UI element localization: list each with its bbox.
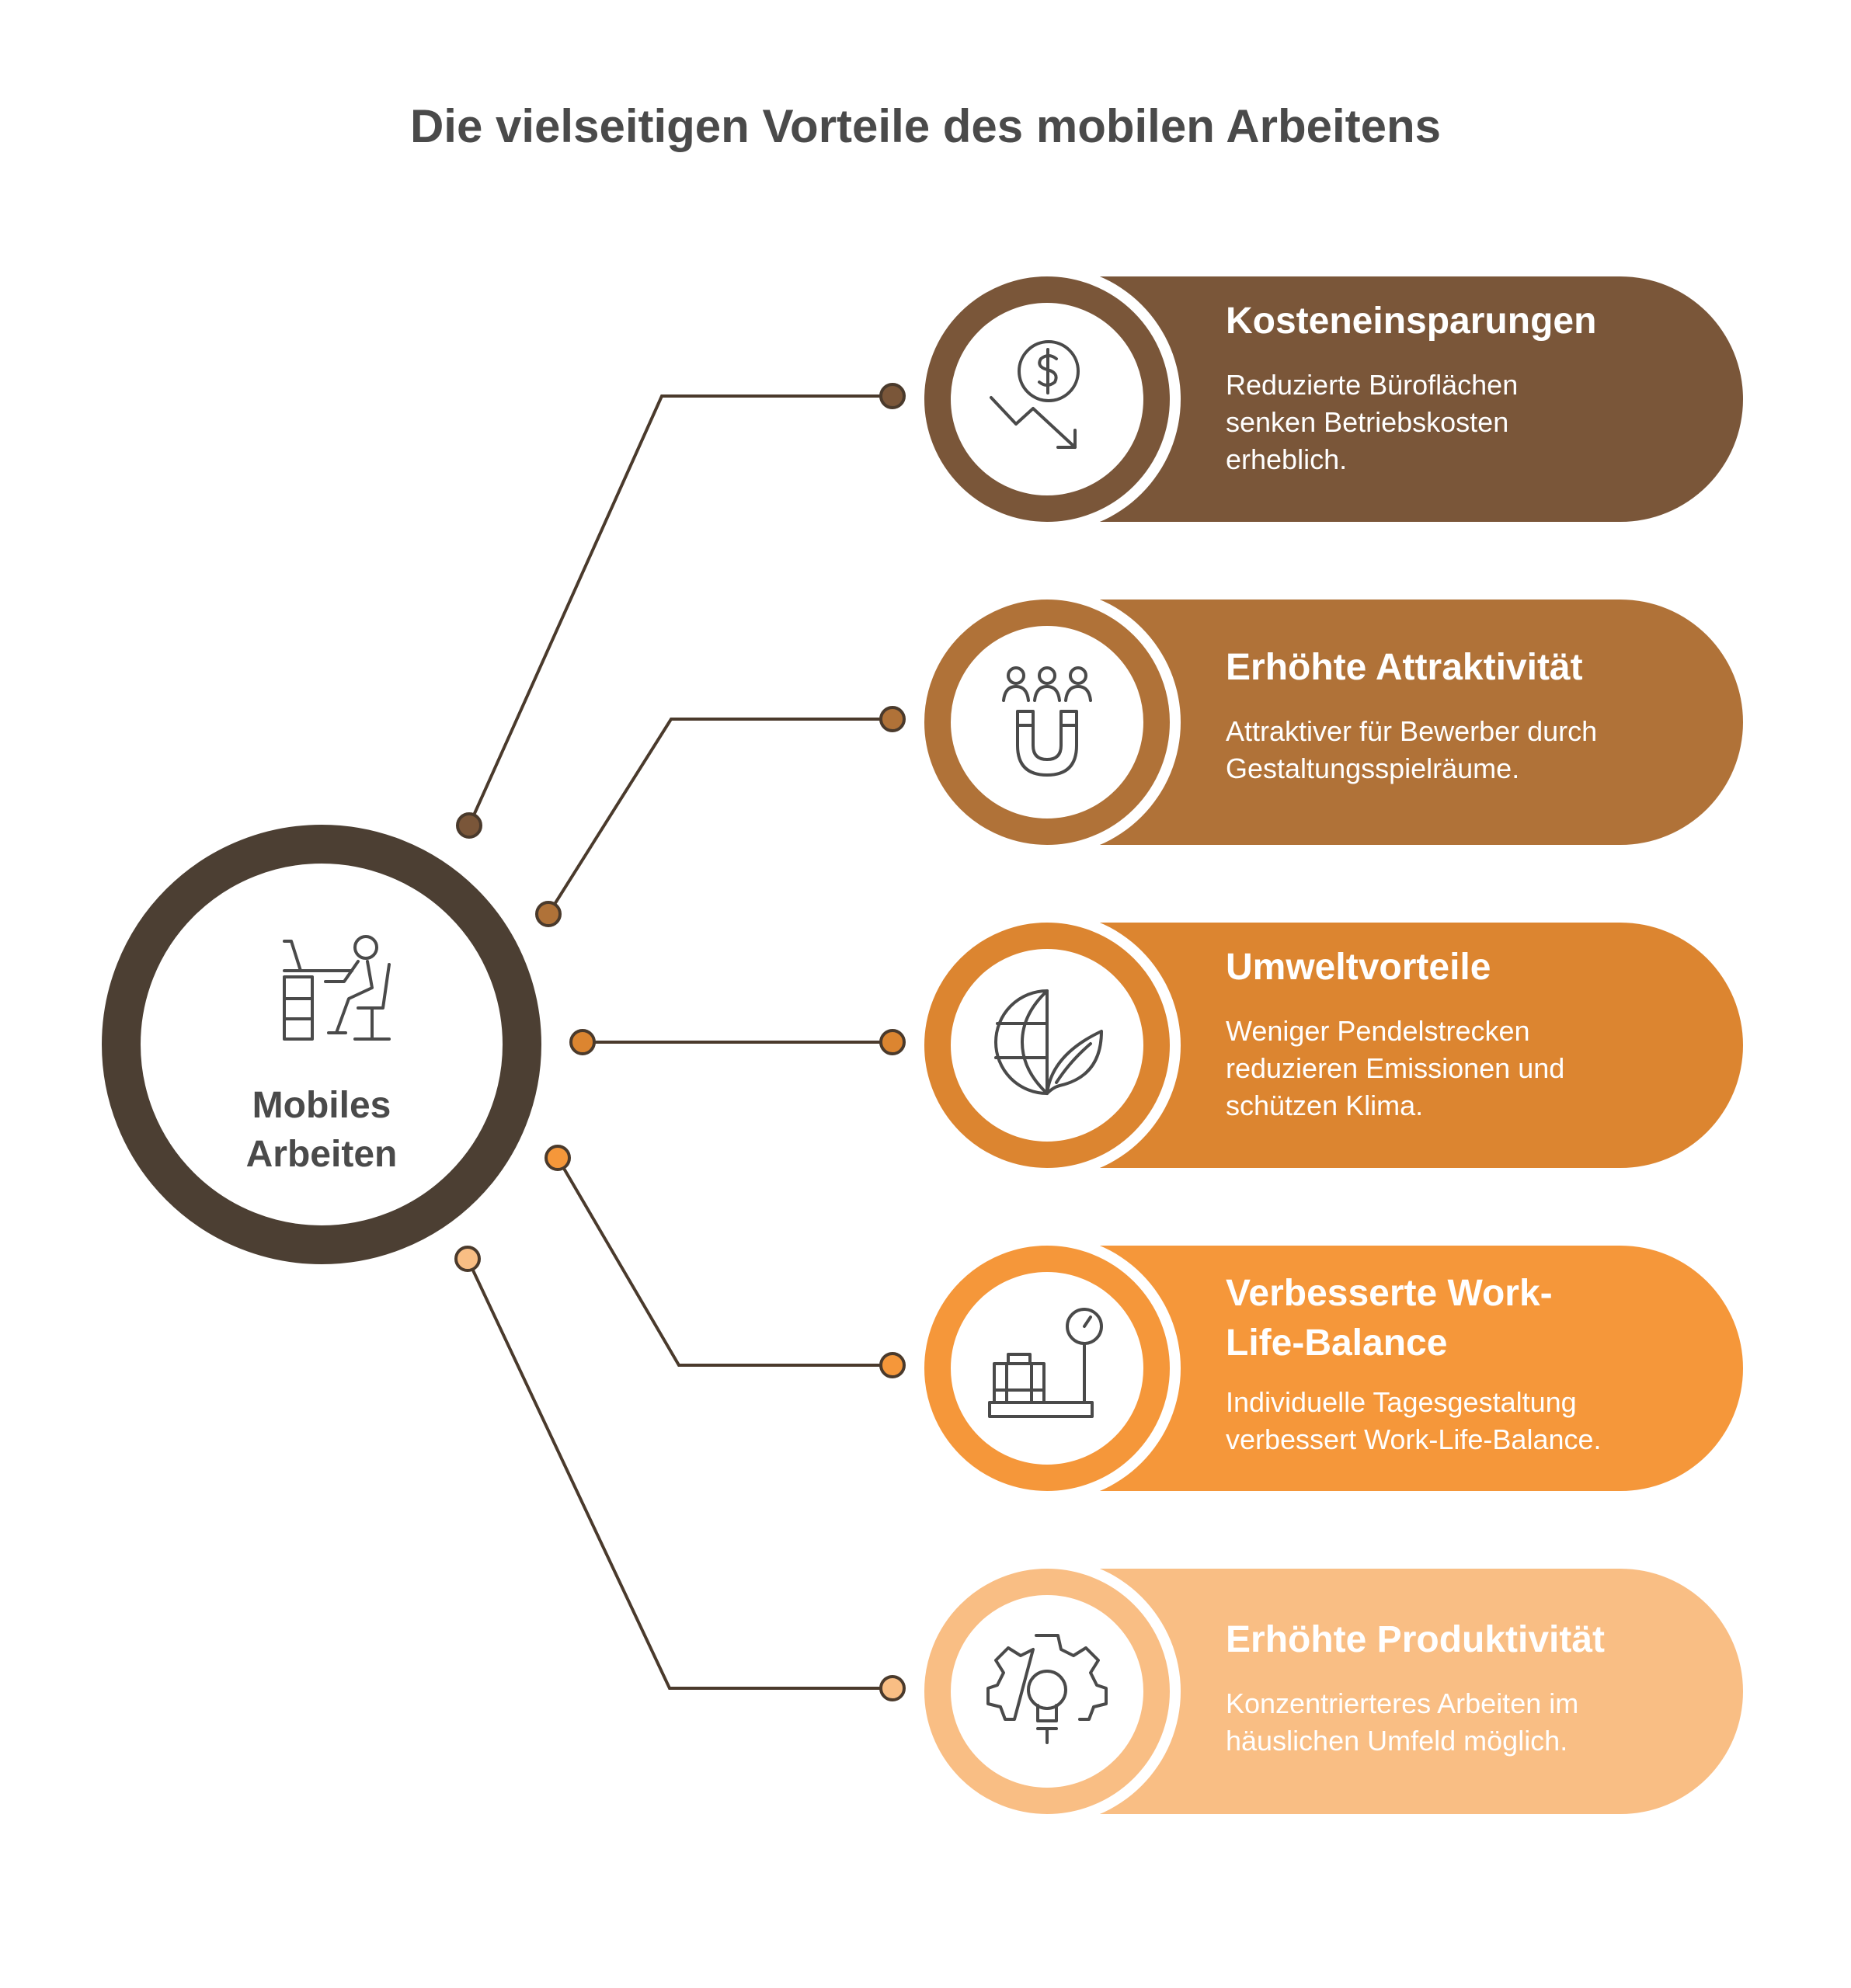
- productivity-gear-icon: [985, 1629, 1109, 1753]
- benefit-card-cost-savings: [924, 276, 1743, 522]
- work-life-balance-icon: [985, 1306, 1109, 1430]
- card-title: Kosteneinsparungen: [1226, 301, 1597, 342]
- person-at-desk-icon: [280, 933, 405, 1058]
- benefit-card-work-life-balance: [924, 1246, 1743, 1491]
- connector-start-dot-4: [546, 1146, 569, 1170]
- card-title: Verbesserte Work-Life-Balance: [1226, 1273, 1553, 1364]
- benefit-card-attractiveness: [924, 600, 1743, 845]
- connector-line-1: [469, 396, 892, 825]
- card-description: Konzentrierteres Arbeiten im häuslichen Umfeld möglich.: [1226, 1687, 1579, 1757]
- cost-decrease-icon: [985, 337, 1109, 461]
- connector-line-5: [468, 1259, 892, 1688]
- hub-circle: [102, 825, 541, 1264]
- connector-start-dot-5: [456, 1247, 479, 1270]
- connector-start-dot-3: [571, 1030, 594, 1054]
- card-description: Reduzierte Büroflächen senken Betriebskosten erheblich.: [1226, 369, 1519, 475]
- card-title: Erhöhte Produktivität: [1226, 1619, 1606, 1660]
- card-title: Erhöhte Attraktivität: [1226, 647, 1583, 688]
- connector-start-dot-2: [537, 902, 560, 926]
- benefit-card-productivity: [924, 1569, 1743, 1814]
- card-title: Umweltvorteile: [1226, 947, 1491, 988]
- connector-end-dot-5: [881, 1677, 904, 1700]
- connector-end-dot-2: [881, 707, 904, 731]
- connector-line-4: [558, 1158, 892, 1365]
- card-description: Weniger Pendelstrecken reduzieren Emissionen und schützen Klima.: [1226, 1015, 1565, 1121]
- talent-magnet-icon: [985, 660, 1109, 784]
- connector-end-dot-3: [881, 1030, 904, 1054]
- hub-label-line1: Mobiles: [252, 1085, 391, 1126]
- card-description: Attraktiver für Bewerber durch Gestaltungsspielräume.: [1226, 715, 1598, 784]
- page-title: Die vielseitigen Vorteile des mobilen Arbeitens: [409, 100, 1442, 152]
- card-description: Individuelle Tagesgestaltung verbessert Work-Life-Balance.: [1226, 1386, 1602, 1455]
- hub-label-line2: Arbeiten: [245, 1134, 398, 1176]
- connector-end-dot-1: [881, 384, 904, 408]
- benefit-card-environment: [924, 923, 1743, 1168]
- connector-line-2: [548, 719, 892, 914]
- connector-start-dot-1: [458, 814, 481, 837]
- globe-leaf-icon: [985, 983, 1109, 1107]
- connector-end-dot-4: [881, 1354, 904, 1377]
